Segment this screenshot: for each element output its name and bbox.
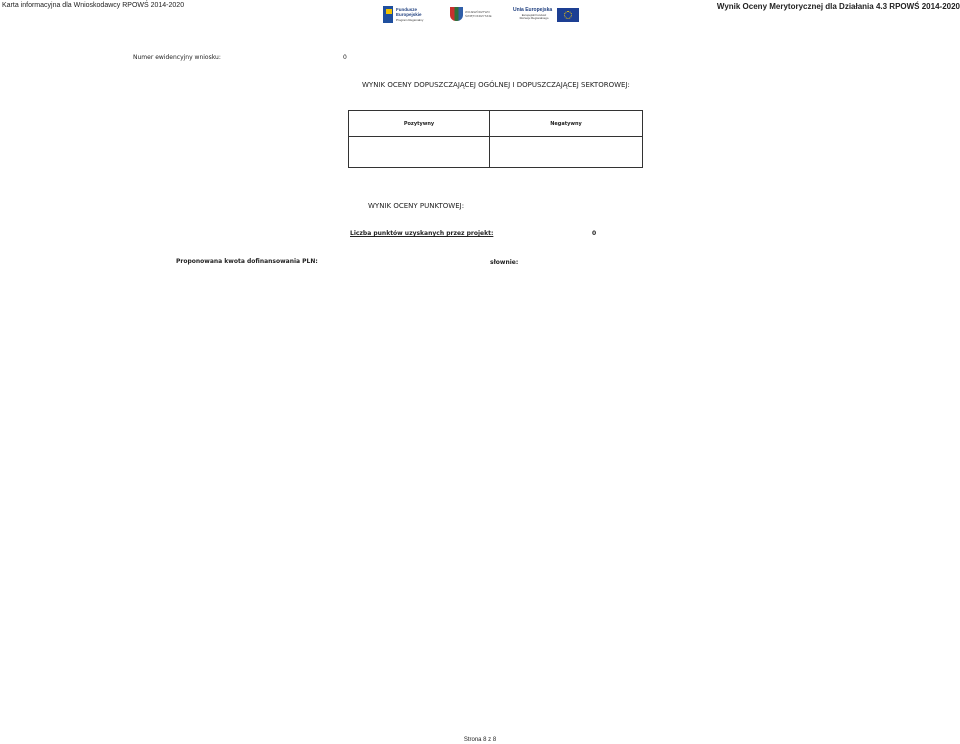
- region-logo: [450, 7, 496, 23]
- document-header-left: Karta informacyjna dla Wnioskodawcy RPOWŚ 2014-2020: [2, 2, 185, 9]
- negative-value-cell: [490, 137, 643, 168]
- region-shield-icon: [450, 7, 463, 21]
- column-positive: Pozytywny: [349, 111, 490, 137]
- funding-in-words-label: słownie:: [490, 259, 519, 266]
- region-logo-line2: ŚWIĘTOKRZYSKIE: [465, 13, 492, 18]
- table-value-row: [349, 137, 643, 168]
- application-number-label: Numer ewidencyjny wniosku:: [133, 54, 221, 61]
- eu-logo-sub2: Rozwoju Regionalnego: [519, 16, 549, 21]
- eu-logo-title: Unia Europejska: [513, 7, 553, 13]
- fe-logo-line2: Europejskie: [396, 12, 422, 17]
- points-label: Liczba punktów uzyskanych przez projekt:: [350, 230, 494, 237]
- document-header-right: Wynik Oceny Merytorycznej dla Działania 4.3 RPOWŚ 2014-2020: [716, 2, 960, 11]
- fe-mark-icon: [383, 6, 393, 23]
- fundusze-europejskie-logo: [383, 5, 433, 24]
- admission-result-title: WYNIK OCENY DOPUSZCZAJĄCEJ OGÓLNEJ I DOPUSZCZAJĄCEJ SEKTOROWEJ:: [362, 81, 630, 89]
- funding-amount-label: Proponowana kwota dofinansowania PLN:: [176, 258, 318, 265]
- eu-logo-sub1: Europejski Fundusz: [521, 13, 547, 17]
- eu-flag-icon: [557, 8, 579, 22]
- scoring-result-title: WYNIK OCENY PUNKTOWEJ:: [368, 202, 465, 210]
- page-number: Strona 8 z 8: [463, 737, 497, 743]
- fe-logo-subtitle: Program Regionalny: [396, 18, 424, 22]
- logo-bar: [383, 5, 581, 24]
- eu-logo: [513, 6, 581, 24]
- table-header-row: [349, 111, 643, 137]
- points-value: 0: [592, 230, 597, 237]
- application-number-value: 0: [343, 54, 347, 61]
- column-negative: Negatywny: [490, 111, 643, 137]
- fe-logo-line1: Fundusze: [396, 7, 417, 12]
- region-logo-line1: WOJEWÓDZTWO: [465, 10, 490, 14]
- admission-result-table: [348, 110, 643, 168]
- positive-value-cell: [349, 137, 490, 168]
